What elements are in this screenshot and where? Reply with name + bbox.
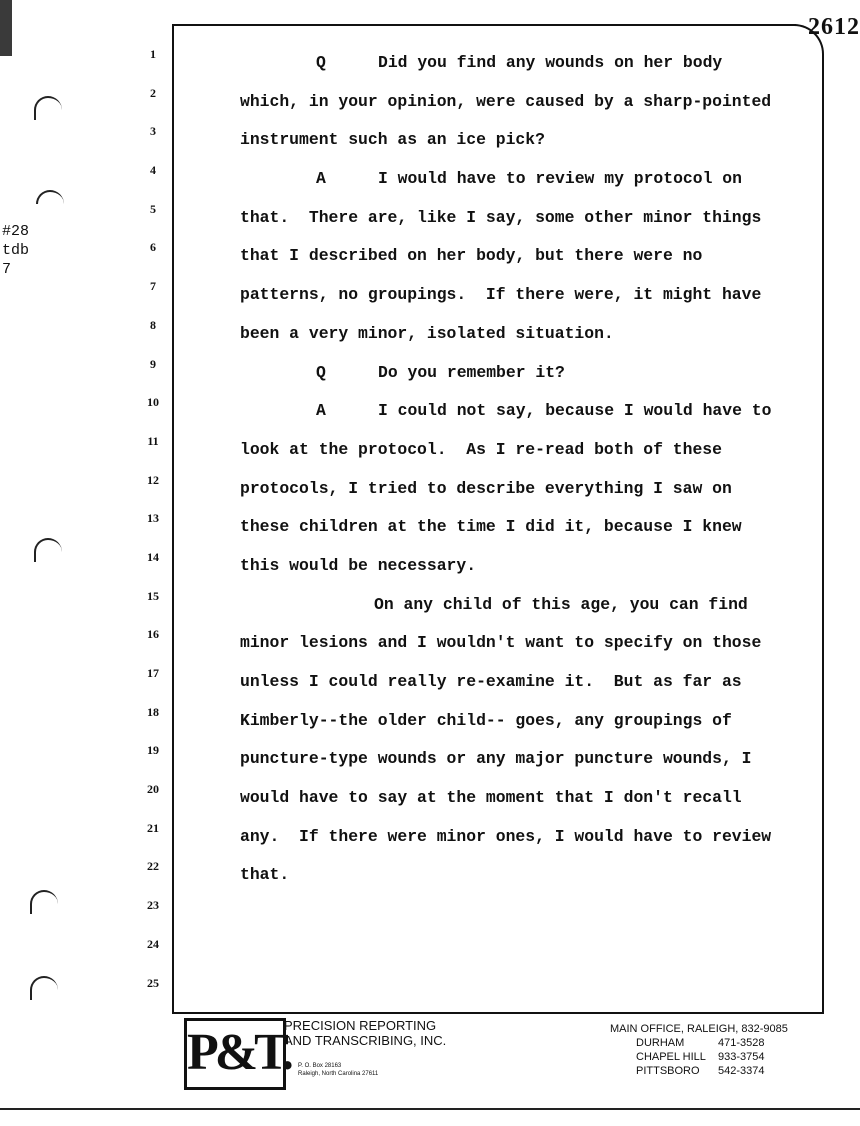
- transcript-text: I could not say, because I would have to: [378, 401, 772, 421]
- line-number: 19: [147, 743, 159, 758]
- line-number: 25: [147, 975, 159, 990]
- main-office: MAIN OFFICE, RALEIGH, 832-9085: [610, 1023, 788, 1035]
- transcript-line: [240, 44, 820, 83]
- line-number: 4: [150, 163, 156, 178]
- punch-hole: [30, 890, 58, 914]
- transcript-line: [240, 83, 820, 122]
- branch-city: CHAPEL HILL: [636, 1051, 706, 1063]
- line-number: 13: [147, 511, 159, 526]
- branch-office: [610, 1064, 820, 1078]
- line-number: 21: [147, 820, 159, 835]
- transcript-line: [240, 624, 820, 663]
- answer-marker: A: [316, 169, 326, 189]
- transcript-text: that I described on her body, but there were no: [240, 246, 703, 266]
- transcript-text: unless I could really re-examine it. But as far as: [240, 672, 742, 691]
- line-number: 22: [147, 859, 159, 874]
- punch-hole: [36, 190, 64, 204]
- transcript-line: [240, 160, 820, 199]
- company-logo: P&T.: [184, 1018, 286, 1090]
- transcript-line: [240, 470, 820, 509]
- transcript-line: [240, 199, 820, 238]
- reporter-footer: [180, 1016, 820, 1090]
- answer-marker: A: [316, 401, 326, 421]
- transcript-text: look at the protocol. As I re-read both of these: [240, 439, 722, 459]
- page-number: 2612: [808, 14, 860, 40]
- transcript-line: [240, 779, 820, 818]
- transcript-text: that. There are, like I say, some other minor things: [240, 207, 762, 227]
- transcript-line: [240, 508, 820, 547]
- line-number: 8: [150, 317, 156, 332]
- line-number: 17: [147, 666, 159, 680]
- address-line: Raleigh, North Carolina 27611: [298, 1071, 379, 1077]
- page-bottom-rule: [0, 1108, 860, 1110]
- transcript-text: this would be necessary.: [240, 555, 477, 575]
- branch-phone: 933-3754: [718, 1051, 765, 1063]
- question-marker: Q: [316, 53, 326, 72]
- transcript-line: [240, 354, 820, 393]
- margin-note-line: 7: [2, 261, 12, 278]
- transcript-line: [240, 818, 820, 857]
- company-name-line: PRECISION REPORTING: [284, 1018, 437, 1033]
- transcript-text: Do you remember it?: [378, 362, 565, 382]
- transcript-line: [240, 663, 820, 702]
- line-number: 20: [147, 782, 159, 797]
- transcript-line: [240, 237, 820, 276]
- scan-edge-mark: [0, 0, 12, 56]
- frame-right-rule: [822, 64, 824, 1012]
- transcript-line: [240, 121, 820, 160]
- branch-phone: 471-3528: [718, 1037, 765, 1049]
- branch-city: PITTSBORO: [636, 1065, 700, 1077]
- line-number: 15: [147, 588, 159, 603]
- line-number: 12: [147, 472, 159, 487]
- transcript-text: protocols, I tried to describe everything I saw on: [240, 478, 732, 498]
- branch-office: [610, 1036, 820, 1050]
- office-list: [610, 1022, 820, 1078]
- transcript-text: minor lesions and I wouldn't want to specify on those: [240, 633, 762, 653]
- question-marker: Q: [316, 362, 326, 382]
- transcript-text: instrument such as an ice pick?: [240, 130, 545, 150]
- transcript-line: [240, 315, 820, 354]
- transcript-text: puncture-type wounds or any major puncture wounds, I: [240, 749, 752, 769]
- punch-hole: [30, 976, 58, 1000]
- transcript-text: On any child of this age, you can find: [374, 594, 748, 614]
- transcript-text: I would have to review my protocol on: [378, 169, 742, 189]
- transcript-text: Did you find any wounds on her body: [378, 53, 723, 72]
- margin-note-line: #28: [2, 223, 30, 240]
- line-number: 14: [147, 549, 159, 564]
- transcript-body: [240, 44, 820, 895]
- transcript-line: [240, 392, 820, 431]
- line-number: 10: [147, 395, 159, 410]
- margin-note: [2, 222, 29, 279]
- line-number: 3: [150, 124, 156, 139]
- transcript-line: [240, 547, 820, 586]
- company-name: [284, 1018, 446, 1048]
- transcript-text: been a very minor, isolated situation.: [240, 323, 614, 343]
- company-address: [298, 1062, 378, 1078]
- transcript-line: [240, 276, 820, 315]
- line-number: 7: [150, 279, 156, 294]
- branch-office: [610, 1050, 820, 1064]
- line-number: 2: [150, 85, 156, 100]
- transcript-text: would have to say at the moment that I don't recall: [240, 788, 742, 808]
- transcript-text: these children at the time I did it, because I knew: [240, 517, 742, 537]
- line-number: 5: [150, 201, 156, 216]
- branch-city: DURHAM: [636, 1037, 685, 1049]
- line-number: 1: [150, 47, 156, 61]
- line-number: 11: [147, 433, 159, 448]
- transcript-line: [240, 856, 820, 895]
- transcript-line: [240, 431, 820, 470]
- transcript-text: patterns, no groupings. If there were, it might have: [240, 285, 762, 305]
- transcript-line: [240, 740, 820, 779]
- transcript-text: that.: [240, 865, 290, 885]
- punch-hole: [34, 96, 62, 120]
- company-name-line: AND TRANSCRIBING, INC.: [284, 1033, 447, 1048]
- line-number: 18: [147, 704, 159, 719]
- line-number: 24: [147, 936, 159, 951]
- transcript-text: any. If there were minor ones, I would have to review: [240, 826, 772, 846]
- margin-note-line: tdb: [2, 242, 30, 259]
- transcript-line: [240, 702, 820, 741]
- punch-hole: [34, 538, 62, 562]
- line-number: 16: [147, 627, 159, 642]
- frame-top-rule: [174, 24, 796, 26]
- transcript-text: which, in your opinion, were caused by a sharp-pointed: [240, 91, 772, 111]
- line-number: 6: [150, 240, 156, 255]
- branch-phone: 542-3374: [718, 1065, 765, 1077]
- transcript-text: Kimberly--the older child-- goes, any groupings of: [240, 710, 732, 730]
- line-number: 9: [150, 356, 156, 371]
- line-number: 23: [147, 898, 159, 913]
- transcript-line: [240, 586, 820, 625]
- line-number-column: [138, 47, 168, 1014]
- address-line: P. O. Box 28163: [298, 1063, 342, 1069]
